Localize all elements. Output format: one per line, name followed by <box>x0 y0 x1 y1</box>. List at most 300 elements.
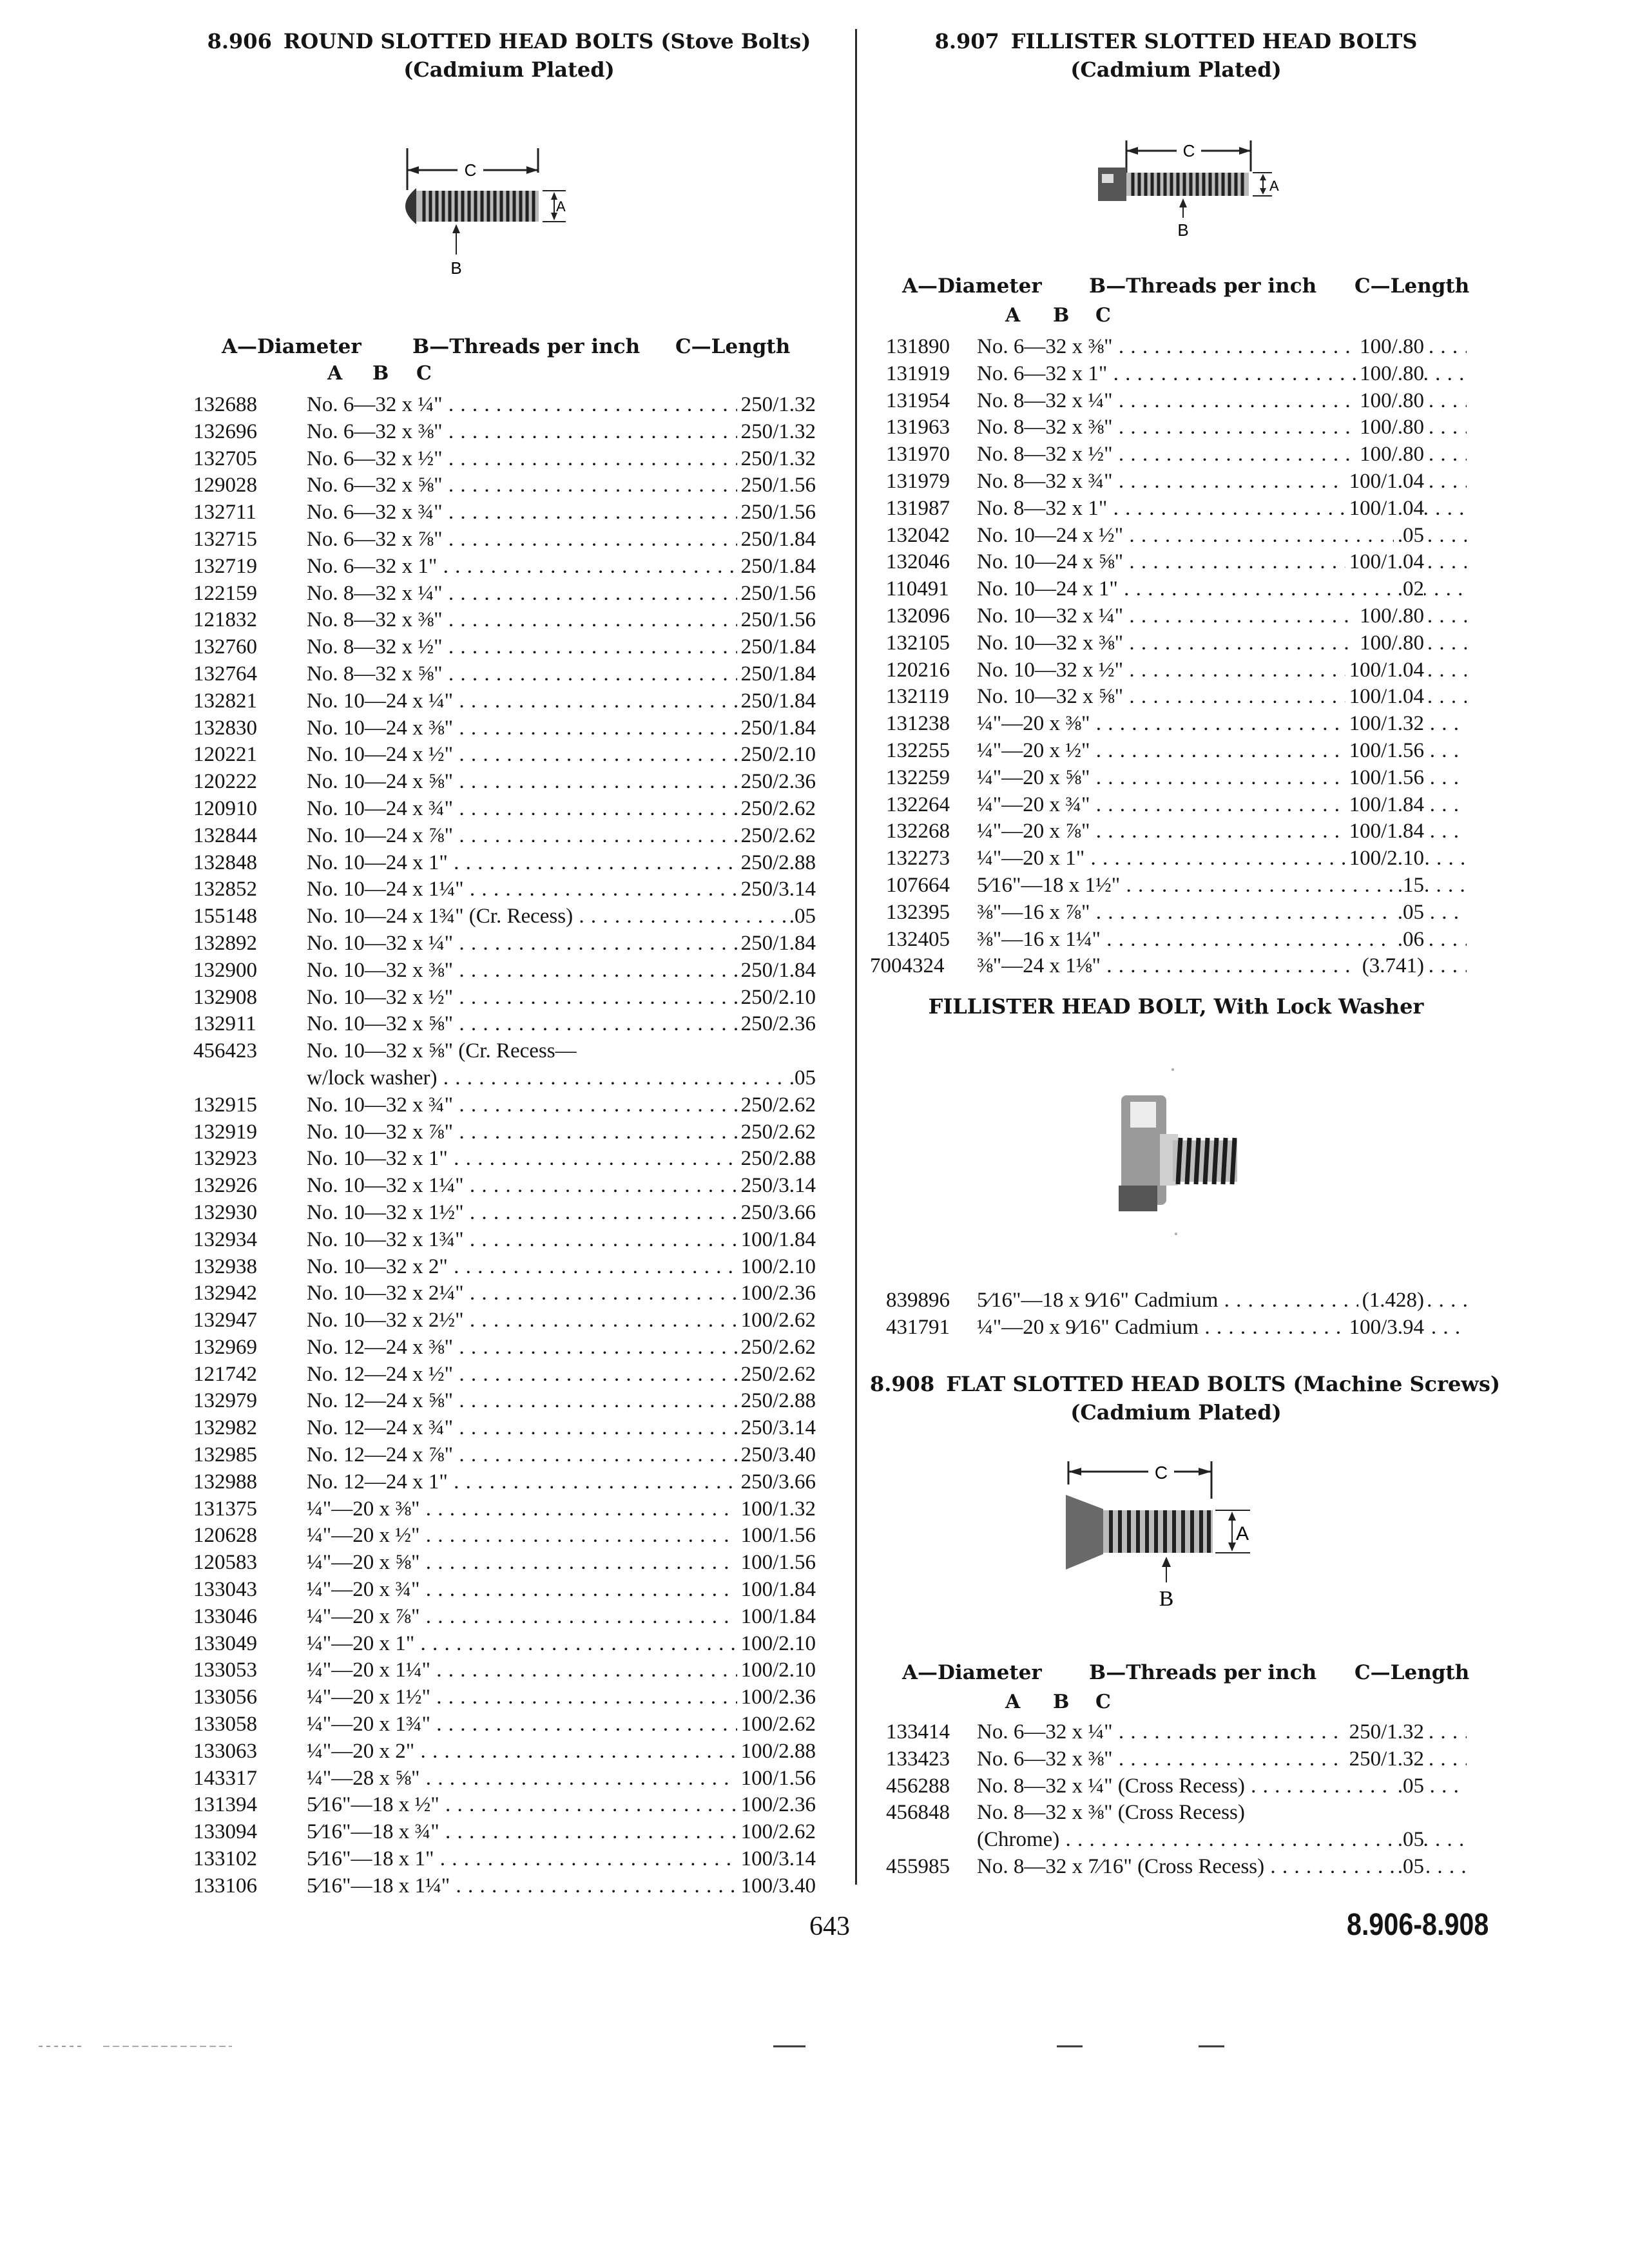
part-description: ¼"—20 x 1" . . . <box>307 1631 816 1658</box>
part-price: 250/1.32 <box>737 419 816 446</box>
part-description: No. 6—32 x ⅜" . . . <box>977 334 1467 361</box>
part-number: 132908 <box>193 985 257 1009</box>
part-description: No. 10—32 x ⅝" . . . <box>307 1011 816 1038</box>
table-row <box>193 1846 825 1873</box>
table-row <box>870 872 1482 899</box>
part-number: 132938 <box>193 1254 257 1278</box>
part-number: 129028 <box>193 474 257 497</box>
table-row <box>193 1523 825 1550</box>
part-price: 250/1.32 <box>737 392 816 419</box>
table-row <box>193 661 825 688</box>
part-price: 250/2.62 <box>737 1334 816 1361</box>
part-number: 132892 <box>193 931 257 955</box>
part-price: .06 <box>1394 927 1424 954</box>
table-row <box>870 818 1482 845</box>
part-description: ¼"—20 x ¾" . . . <box>977 792 1467 819</box>
table-row <box>193 1765 825 1792</box>
part-number: 132915 <box>193 1093 257 1117</box>
part-number: 131963 <box>886 416 950 439</box>
part-description: No. 6—32 x ¼" . . . <box>977 1719 1467 1746</box>
part-number: 132852 <box>193 878 257 901</box>
part-number: 120628 <box>193 1524 257 1548</box>
part-number: 133414 <box>886 1720 950 1744</box>
part-description: No. 10—24 x ½" . . . <box>307 742 816 769</box>
part-number: 132255 <box>886 738 950 762</box>
table-row <box>193 1550 825 1577</box>
part-description: No. 12—24 x ⅞" . . . <box>307 1442 816 1469</box>
part-number: 132268 <box>886 820 950 843</box>
part-price: 250/2.62 <box>737 823 816 850</box>
part-price: 100/2.62 <box>737 1819 816 1846</box>
part-number: 133056 <box>193 1686 257 1709</box>
part-description: No. 10—32 x 2½" . . . <box>307 1307 816 1334</box>
part-number: 132715 <box>193 527 257 551</box>
part-number: 132696 <box>193 419 257 443</box>
table-row <box>193 553 825 581</box>
part-price: 250/2.88 <box>737 1388 816 1415</box>
part-number: 132046 <box>886 550 950 574</box>
part-number: 131238 <box>886 712 950 736</box>
abc-b: B <box>1053 304 1070 327</box>
table-row <box>193 446 825 473</box>
table-row <box>870 1746 1482 1773</box>
part-price: 250/1.32 <box>1345 1719 1424 1746</box>
part-price: 100/.80 <box>1356 441 1424 468</box>
part-number: 456288 <box>886 1774 950 1798</box>
part-price: 250/1.32 <box>1345 1746 1424 1773</box>
part-description: No. 10—24 x ¼" . . . <box>307 688 816 715</box>
part-number: 133063 <box>193 1739 257 1763</box>
part-price: 250/1.84 <box>737 634 816 661</box>
part-description: ¼"—20 x ¾" . . . <box>307 1577 816 1604</box>
part-description: No. 12—24 x ⅝" . . . <box>307 1388 816 1415</box>
table-row <box>193 957 825 985</box>
part-price: 100/1.56 <box>1345 738 1424 765</box>
part-description: No. 8—32 x 1" . . . <box>977 495 1467 523</box>
part-number: 132969 <box>193 1335 257 1359</box>
part-price: .05 <box>1394 899 1424 927</box>
table-row <box>193 1038 825 1065</box>
part-price: .05 <box>786 1065 816 1092</box>
table-row <box>193 742 825 769</box>
part-price: .05 <box>1394 1827 1424 1854</box>
part-description: No. 10—32 x 1" . . . <box>307 1146 816 1173</box>
part-price: 250/2.36 <box>737 769 816 796</box>
part-description: No. 6—32 x ¾" . . . <box>307 499 816 526</box>
part-description: (Chrome) . . . <box>977 1827 1467 1854</box>
table-row <box>870 361 1482 388</box>
table-row <box>193 419 825 446</box>
section-8906-number: 8.906 <box>207 29 272 53</box>
table-row <box>193 1738 825 1765</box>
part-number: 132985 <box>193 1443 257 1467</box>
part-description: No. 6—32 x ⅜" . . . <box>977 1746 1467 1773</box>
part-price: 250/1.56 <box>737 472 816 499</box>
part-description: ¼"—20 x ½" . . . <box>977 738 1467 765</box>
part-description: No. 12—24 x ½" . . . <box>307 1361 816 1389</box>
part-description: ¼"—20 x 1¼" . . . <box>307 1657 816 1684</box>
col-header-c: C—Length <box>675 335 791 358</box>
part-number: 132119 <box>886 685 949 709</box>
table-row <box>193 1065 825 1092</box>
part-description: 5⁄16"—18 x ½" . . . <box>307 1792 816 1819</box>
part-price: 100/2.10 <box>1345 845 1424 872</box>
table-row <box>870 523 1482 550</box>
part-description: ¼"—20 x 1¾" . . . <box>307 1711 816 1738</box>
diagram-label-a: A <box>1269 178 1279 194</box>
part-price: .15 <box>1394 872 1424 899</box>
table-row <box>870 1800 1482 1827</box>
part-number: 143317 <box>193 1766 257 1790</box>
part-number: 132764 <box>193 662 257 686</box>
part-description: No. 10—24 x 1¼" . . . <box>307 876 816 903</box>
table-row <box>193 607 825 634</box>
table-row <box>193 850 825 877</box>
part-description: No. 8—32 x ¾" . . . <box>977 468 1467 495</box>
part-price: 100/1.04 <box>1345 684 1424 711</box>
section-8907-heading <box>870 27 1482 55</box>
part-price: 250/3.14 <box>737 1415 816 1442</box>
part-price: 100/3.94 <box>1345 1314 1424 1341</box>
table-row <box>193 1684 825 1711</box>
part-price: 100/2.10 <box>737 1254 816 1281</box>
part-price: .05 <box>1394 1773 1424 1800</box>
part-description: No. 10—32 x ¼" . . . <box>307 930 816 957</box>
diagram-label-c: C <box>1182 141 1195 160</box>
table-row <box>193 930 825 957</box>
table-row <box>870 657 1482 684</box>
part-number: 839896 <box>886 1289 950 1312</box>
part-number: 132821 <box>193 689 257 713</box>
lock-washer-bolt-photo <box>1083 1057 1250 1250</box>
table-row <box>193 392 825 419</box>
table-row <box>870 468 1482 495</box>
part-price: 100/1.56 <box>737 1550 816 1577</box>
part-description: No. 6—32 x 1" . . . <box>307 553 816 581</box>
part-price: 250/3.14 <box>737 1173 816 1200</box>
part-price: 100/1.04 <box>1345 468 1424 495</box>
fillister-bolt-diagram <box>1080 135 1293 245</box>
part-price: 250/1.56 <box>737 499 816 526</box>
part-number: 132930 <box>193 1200 257 1224</box>
part-price: .02 <box>1394 576 1424 603</box>
table-row <box>193 1227 825 1254</box>
part-description: No. 12—24 x 1" . . . <box>307 1469 816 1496</box>
abc-b: B <box>372 362 389 385</box>
part-price: 100/1.84 <box>1345 818 1424 845</box>
abc-c: C <box>416 362 432 385</box>
part-number: 132988 <box>193 1470 257 1494</box>
section-8908-heading <box>870 1370 1500 1398</box>
table-row <box>193 1011 825 1038</box>
part-price: 250/1.56 <box>737 581 816 608</box>
part-price: 100/1.04 <box>1345 549 1424 576</box>
part-description: ¼"—20 x 1" . . . <box>977 845 1467 872</box>
part-price: 250/1.84 <box>737 930 816 957</box>
part-number: 132760 <box>193 635 257 659</box>
part-number: 120216 <box>886 658 950 682</box>
part-price: 250/3.66 <box>737 1200 816 1227</box>
part-number: 131987 <box>886 496 950 520</box>
part-number: 431791 <box>886 1315 950 1339</box>
table-row <box>193 1173 825 1200</box>
col-header-b: B—Threads per inch <box>1089 274 1317 298</box>
col-header-b: B—Threads per inch <box>1089 1661 1317 1684</box>
table-row <box>193 1415 825 1442</box>
table-row <box>870 1287 1482 1314</box>
part-description: No. 10—32 x ¼" . . . <box>977 603 1467 630</box>
table-row <box>193 1146 825 1173</box>
table-row <box>193 1442 825 1469</box>
table-row <box>870 711 1482 738</box>
part-price: 250/1.84 <box>737 688 816 715</box>
part-description: ¼"—28 x ⅝" . . . <box>307 1765 816 1792</box>
diagram-label-a: A <box>1236 1523 1249 1544</box>
part-number: 120222 <box>193 770 257 794</box>
table-row <box>193 985 825 1012</box>
part-number: 132900 <box>193 958 257 982</box>
part-price: 100/1.84 <box>1345 792 1424 819</box>
part-description: No. 8—32 x ¼" (Cross Recess) . . . <box>977 1773 1467 1800</box>
section-8908-number: 8.908 <box>870 1372 935 1396</box>
part-price: 250/2.62 <box>737 1119 816 1146</box>
part-description: No. 8—32 x ½" . . . <box>977 441 1467 468</box>
table-row <box>193 876 825 903</box>
part-price: 100/1.56 <box>737 1765 816 1792</box>
part-description: No. 10—32 x ½" . . . <box>977 657 1467 684</box>
part-price: 100/2.36 <box>737 1280 816 1307</box>
part-number: 132273 <box>886 847 950 870</box>
part-description: 5⁄16"—18 x 1¼" . . . <box>307 1873 816 1900</box>
table-row <box>870 1827 1482 1854</box>
diagram-label-a: A <box>556 198 566 215</box>
table-row <box>193 823 825 850</box>
part-price: 250/2.10 <box>737 742 816 769</box>
part-number: 132830 <box>193 716 257 740</box>
part-number: 120221 <box>193 743 257 767</box>
table-row <box>870 792 1482 819</box>
part-price: 250/1.84 <box>737 661 816 688</box>
col-header-a: A—Diameter <box>902 1661 1042 1684</box>
part-price: 100/.80 <box>1356 630 1424 657</box>
part-number: 7004324 <box>870 954 945 978</box>
part-number: 131919 <box>886 361 950 385</box>
section-8906-heading <box>193 27 825 55</box>
part-description: 5⁄16"—18 x 1" . . . <box>307 1846 816 1873</box>
diagram-label-c: C <box>1154 1463 1168 1483</box>
part-description: No. 10—24 x ⅝" . . . <box>977 549 1467 576</box>
part-number: 132934 <box>193 1227 257 1251</box>
part-description: No. 10—24 x ⅞" . . . <box>307 823 816 850</box>
part-number: 132923 <box>193 1147 257 1171</box>
table-row <box>870 845 1482 872</box>
part-price: 250/2.62 <box>737 796 816 823</box>
table-row <box>193 1334 825 1361</box>
part-price: (3.741) <box>1358 953 1424 980</box>
part-price: 250/1.32 <box>737 446 816 473</box>
table-row <box>193 581 825 608</box>
part-number: 132844 <box>193 823 257 847</box>
part-price: 250/1.84 <box>737 957 816 985</box>
table-8908 <box>870 1719 1482 1881</box>
table-row <box>193 903 825 930</box>
part-price: 100/2.62 <box>737 1711 816 1738</box>
flat-head-bolt-diagram <box>1063 1456 1321 1617</box>
part-number: 155148 <box>193 905 257 928</box>
part-price: 250/1.56 <box>737 607 816 634</box>
part-description: ¼"—20 x ⅝" . . . <box>977 765 1467 792</box>
part-number: 121742 <box>193 1362 257 1386</box>
abc-a: A <box>1005 1691 1021 1713</box>
part-description: No. 10—24 x ⅝" . . . <box>307 769 816 796</box>
table-row <box>193 1792 825 1819</box>
part-price: 100/1.32 <box>737 1496 816 1523</box>
part-number: 455985 <box>886 1854 950 1878</box>
part-price: 250/1.84 <box>737 715 816 742</box>
part-number: 133049 <box>193 1631 257 1655</box>
section-8906-subtitle: (Cadmium Plated) <box>403 57 615 82</box>
part-description: No. 10—24 x 1" . . . <box>307 850 816 877</box>
table-row <box>870 441 1482 468</box>
part-number: 131954 <box>886 389 950 412</box>
part-price: 100/1.32 <box>1345 711 1424 738</box>
section-8906-title: ROUND SLOTTED HEAD BOLTS (Stove Bolts) <box>283 29 811 53</box>
part-description: No. 10—32 x ¾" . . . <box>307 1092 816 1119</box>
part-price: 100/.80 <box>1356 388 1424 415</box>
table-row <box>193 796 825 823</box>
part-price: 250/2.10 <box>737 985 816 1012</box>
table-row <box>193 1711 825 1738</box>
col-header-c: C—Length <box>1354 274 1470 298</box>
part-description: ⅜"—24 x 1⅛" . . . <box>977 953 1467 980</box>
part-price: 100/.80 <box>1356 414 1424 441</box>
part-description: No. 10—32 x ⅝" (Cr. Recess— <box>307 1039 577 1063</box>
part-number: 107664 <box>886 873 950 897</box>
table-row <box>193 1604 825 1631</box>
part-description: ¼"—20 x 9⁄16" Cadmium . . . <box>977 1314 1467 1341</box>
part-description: No. 8—32 x ¼" . . . <box>307 581 816 608</box>
table-row <box>193 1254 825 1281</box>
part-description: 5⁄16"—18 x 1½" . . . <box>977 872 1467 899</box>
part-description: 5⁄16"—18 x 9⁄16" Cadmium . . . <box>977 1287 1467 1314</box>
part-number: 131979 <box>886 469 950 493</box>
part-number: 456848 <box>886 1801 950 1825</box>
part-number: 132979 <box>193 1389 257 1413</box>
part-description: No. 10—24 x 1¾" (Cr. Recess) . . . <box>307 903 816 930</box>
part-number: 132947 <box>193 1309 257 1332</box>
part-description: No. 6—32 x ⅞" . . . <box>307 526 816 553</box>
table-row <box>193 715 825 742</box>
table-row <box>870 334 1482 361</box>
table-row <box>870 414 1482 441</box>
table-row <box>870 684 1482 711</box>
part-price: 250/3.66 <box>737 1469 816 1496</box>
part-price: 100/.80 <box>1356 334 1424 361</box>
part-description: ⅜"—16 x 1¼" . . . <box>977 927 1467 954</box>
part-description: ¼"—20 x ⅜" . . . <box>307 1496 816 1523</box>
table-row <box>193 1280 825 1307</box>
part-description: No. 10—24 x ¾" . . . <box>307 796 816 823</box>
part-description: No. 8—32 x ¼" . . . <box>977 388 1467 415</box>
table-row <box>193 1657 825 1684</box>
part-number: 132705 <box>193 447 257 470</box>
part-price: 100/1.04 <box>1345 657 1424 684</box>
part-description: ¼"—20 x ⅝" . . . <box>307 1550 816 1577</box>
abc-a: A <box>327 362 343 385</box>
part-number: 132688 <box>193 393 257 416</box>
part-price: 250/2.62 <box>737 1092 816 1119</box>
part-description: No. 10—32 x 1½" . . . <box>307 1200 816 1227</box>
part-price: 100/1.84 <box>737 1604 816 1631</box>
table-row <box>870 1854 1482 1881</box>
table-row <box>870 388 1482 415</box>
part-description: No. 10—32 x 1¾" . . . <box>307 1227 816 1254</box>
part-number: 133053 <box>193 1658 257 1682</box>
part-description: No. 8—32 x ⅜" . . . <box>307 607 816 634</box>
diagram-label-b: B <box>450 258 462 277</box>
part-description: No. 12—24 x ¾" . . . <box>307 1415 816 1442</box>
part-number: 132105 <box>886 631 950 655</box>
diagram-label-b: B <box>1177 220 1189 240</box>
part-description: ¼"—20 x ⅞" . . . <box>307 1604 816 1631</box>
part-price: .05 <box>1394 1854 1424 1881</box>
part-number: 120910 <box>193 796 257 820</box>
section-8907-subtitle: (Cadmium Plated) <box>1070 57 1282 82</box>
part-description: No. 10—24 x 1" . . . <box>977 576 1467 603</box>
part-number: 132926 <box>193 1174 257 1198</box>
part-number: 132395 <box>886 900 950 924</box>
part-number: 131375 <box>193 1497 257 1521</box>
part-price: 250/1.84 <box>737 526 816 553</box>
part-number: 132919 <box>193 1120 257 1144</box>
abc-c: C <box>1095 1691 1111 1713</box>
part-number: 133043 <box>193 1578 257 1602</box>
table-8907 <box>870 334 1482 980</box>
abc-b: B <box>1053 1691 1070 1713</box>
scan-specks <box>0 2042 1629 2055</box>
part-price: (1.428) <box>1358 1287 1424 1314</box>
part-price: .05 <box>1394 523 1424 550</box>
part-price: 100/1.04 <box>1345 495 1424 523</box>
table-row <box>193 1469 825 1496</box>
table-row <box>193 472 825 499</box>
part-description: ¼"—20 x 2" . . . <box>307 1738 816 1765</box>
part-description: No. 8—32 x 7⁄16" (Cross Recess) . . . <box>977 1854 1467 1881</box>
section-8908-subtitle: (Cadmium Plated) <box>1070 1400 1282 1425</box>
part-number: 133102 <box>193 1847 257 1871</box>
table-row <box>870 765 1482 792</box>
table-row <box>870 738 1482 765</box>
part-description: No. 10—24 x ⅜" . . . <box>307 715 816 742</box>
table-row <box>193 1092 825 1119</box>
part-description: No. 6—32 x ¼" . . . <box>307 392 816 419</box>
table-row <box>193 1577 825 1604</box>
part-price: 100/1.84 <box>737 1577 816 1604</box>
part-price: 250/2.62 <box>737 1361 816 1389</box>
part-number: 132711 <box>193 501 256 524</box>
part-price: 100/2.62 <box>737 1307 816 1334</box>
part-number: 132042 <box>886 523 950 547</box>
part-price: 100/2.36 <box>737 1684 816 1711</box>
part-price: .05 <box>786 903 816 930</box>
part-description: ¼"—20 x ½" . . . <box>307 1523 816 1550</box>
table-8906 <box>193 392 825 1900</box>
part-description: No. 10—32 x ⅝" . . . <box>977 684 1467 711</box>
part-description: No. 6—32 x ⅜" . . . <box>307 419 816 446</box>
part-number: 132911 <box>193 1012 256 1036</box>
table-row <box>193 1119 825 1146</box>
table-row <box>193 1307 825 1334</box>
